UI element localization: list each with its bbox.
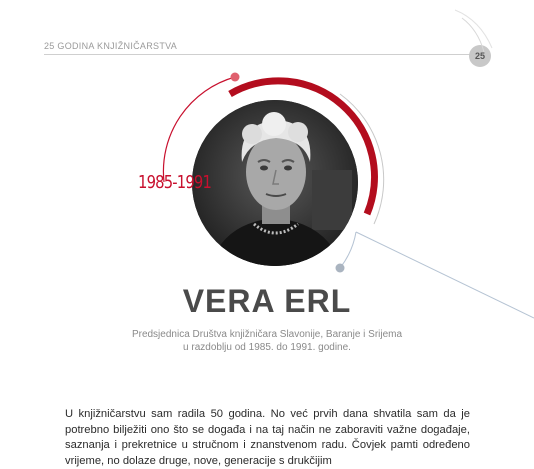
person-subtitle: [0, 328, 534, 354]
page-number-badge: 25: [469, 45, 491, 67]
grey-dot: [336, 264, 345, 273]
corner-arc: [462, 18, 484, 52]
portrait-photo: [192, 100, 358, 266]
red-dot: [231, 73, 240, 82]
portrait-icon: [192, 100, 358, 266]
subtitle-line-1: Predsjednica Društva knjižničara Slavonije, Baranje i Srijema: [131, 329, 403, 340]
blue-arc: [340, 232, 356, 268]
person-name: VERA ERL: [182, 283, 352, 319]
years-label: 1985-1991: [138, 172, 212, 193]
body-paragraph: U knjižničarstvu sam radila 50 godina. No već prvih dana shvatila sam da je potrebno bilježiti ono što se događa i na taj način ne zaboraviti važne događaje, saznanja i prekretnice u stručnom i znanstvenom radu. Čovjek pamti određeno vrijeme, no dolaze druge, nove, generacije s drukčijim: [65, 408, 470, 467]
body-text: [65, 407, 470, 469]
subtitle-line-2: u razdoblju od 1985. do 1991. godine.: [183, 342, 351, 353]
header-title: 25 GODINA KNJIŽNIČARSTVA: [44, 41, 178, 51]
